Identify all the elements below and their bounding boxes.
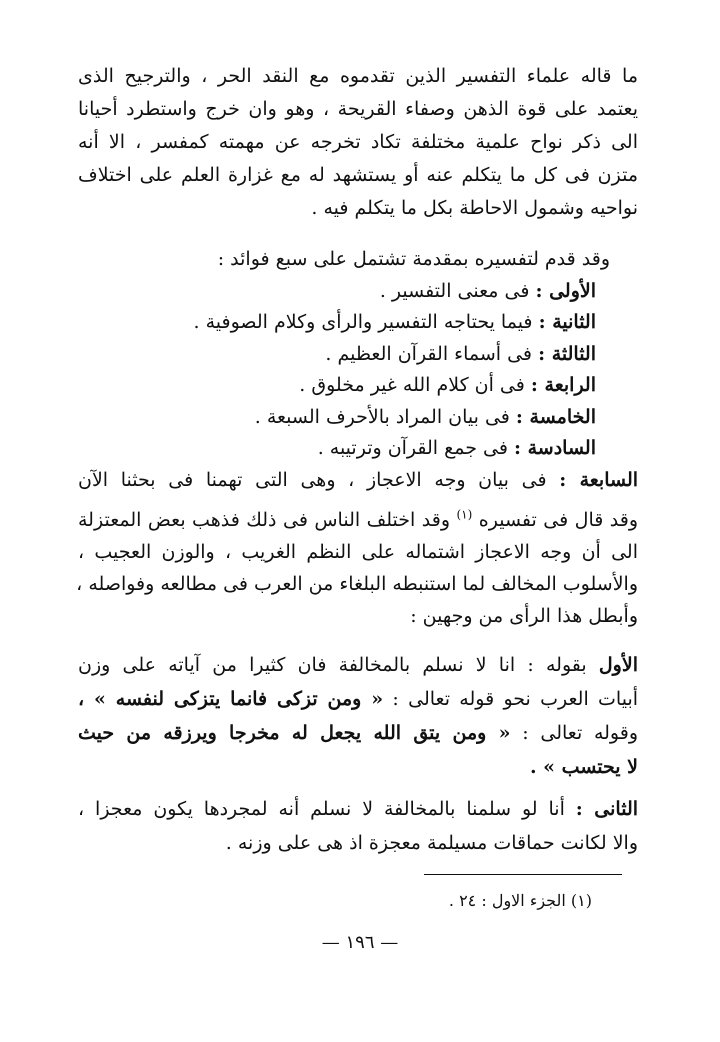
- item-term: الثالثة :: [538, 342, 596, 365]
- argument-text: أبيات العرب نحو قوله تعالى :: [392, 688, 639, 710]
- list-item: [78, 339, 638, 371]
- benefits-lead: وقد قدم لتفسيره بمقدمة تشتمل على سبع فوائد :: [217, 248, 610, 270]
- footnote-divider: [424, 874, 622, 875]
- quote-paragraph: [78, 504, 638, 632]
- text-line: الى ذكر نواح علمية مختلفة تكاد تخرجه عن مهمته كمفسر ، الا أنه: [78, 131, 638, 153]
- text-line: الى أن وجه الاعجاز اشتماله على النظم الغريب ، والوزن العجيب ،: [78, 541, 638, 563]
- list-item: [78, 307, 638, 339]
- list-item: [78, 402, 638, 434]
- quote-line-end: وقد اختلف الناس فى ذلك فذهب بعض المعتزلة: [78, 509, 451, 531]
- argument-term: الأول: [598, 654, 638, 676]
- text-line: يعتمد على قوة الذهن وصفاء القريحة ، وهو وان خرج واستطرد أحيانا: [78, 98, 638, 120]
- item-term: الخامسة :: [515, 405, 596, 428]
- quote-line-start: وقد قال فى تفسيره: [478, 509, 639, 531]
- page-number: — ١٩٦ —: [321, 932, 399, 953]
- argument-text: أنا لو سلمنا بالمخالفة لا نسلم أنه لمجردها يكون معجزا ،: [78, 798, 565, 820]
- quran-verse: « ومن تزكى فانما يتزكى لنفسه » ،: [78, 688, 384, 710]
- item-text: فى بيان وجه الاعجاز ، وهى التى تهمنا فى بحثنا الآن: [78, 468, 547, 491]
- text-line: وأبطل هذا الرأى من وجهين :: [410, 605, 638, 627]
- second-argument: [78, 792, 638, 860]
- footnote-marker: (١): [456, 507, 473, 522]
- first-argument: [78, 648, 638, 784]
- text-line: [78, 504, 638, 536]
- intro-paragraph: [78, 60, 638, 225]
- text-line: والأسلوب المخالف لما استنبطه البلغاء من العرب فى مطالعه وفواصله ،: [76, 573, 638, 595]
- text-line: [78, 716, 638, 750]
- quran-verse: لا يحتسب » .: [529, 756, 638, 778]
- footnote: (١) الجزء الاول : ٢٤ .: [448, 891, 592, 910]
- item-text: فى أسماء القرآن العظيم .: [325, 342, 533, 365]
- text-line: والا لكانت حماقات مسيلمة معجزة اذ هى على وزنه .: [225, 832, 638, 854]
- item-term: الأولى :: [535, 279, 596, 302]
- list-item: [78, 276, 638, 308]
- text-line: [78, 792, 638, 826]
- list-item: [78, 465, 638, 497]
- item-term: الثانية :: [538, 311, 596, 333]
- text-line: متزن فى كل ما يتكلم عنه أو يستشهد له مع غزارة العلم على اختلاف: [78, 164, 638, 186]
- text-line: [78, 648, 638, 682]
- text-line: [78, 750, 638, 784]
- argument-term: الثانى :: [575, 798, 639, 820]
- text-line: ما قاله علماء التفسير الذين تقدموه مع النقد الحر ، والترجيح الذى: [78, 65, 638, 87]
- benefits-list: [78, 244, 638, 496]
- item-text: فى أن كلام الله غير مخلوق .: [299, 374, 525, 396]
- item-text: فى بيان المراد بالأحرف السبعة .: [254, 405, 510, 428]
- argument-text: وقوله تعالى :: [522, 722, 638, 744]
- item-text: فيما يحتاجه التفسير والرأى وكلام الصوفية .: [193, 311, 533, 333]
- argument-text: بقوله : انا لا نسلم بالمخالفة فان كثيرا من آياته على وزن: [78, 654, 587, 676]
- item-term: الرابعة :: [530, 374, 596, 396]
- list-item: [78, 370, 638, 402]
- list-item: [78, 433, 638, 465]
- item-term: السادسة :: [513, 437, 596, 459]
- text-line: نواحيه وشمول الاحاطة بكل ما يتكلم فيه .: [311, 197, 638, 219]
- quran-verse: « ومن يتق الله يجعل له مخرجا ويرزقه من حيث: [78, 722, 511, 744]
- item-text: فى جمع القرآن وترتيبه .: [317, 437, 508, 459]
- item-text: فى معنى التفسير .: [379, 279, 530, 302]
- item-term: السابعة :: [559, 468, 639, 491]
- text-line: [78, 682, 638, 716]
